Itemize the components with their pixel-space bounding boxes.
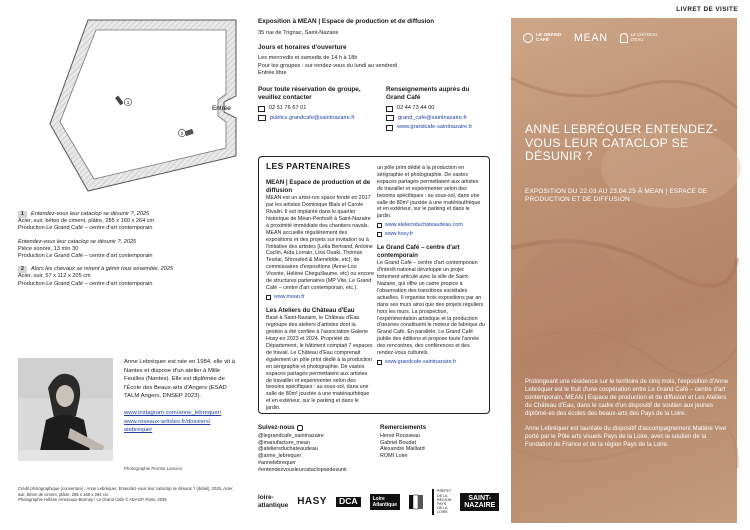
- caption-number: 2: [18, 266, 27, 273]
- caption-credit: Production Le Grand Café – centre d'art contemporain: [18, 225, 153, 232]
- left-column: [18, 18, 240, 518]
- follow-handle[interactable]: @ateliersduchateaudeau: [258, 446, 319, 453]
- follow-handle[interactable]: @legrandcafe_saintnazaire: [258, 432, 324, 439]
- middle-column: [258, 18, 496, 518]
- gc-partner-link[interactable]: www.grandcafe-saintnazaire.fr: [385, 358, 457, 365]
- caption-2: [18, 266, 240, 288]
- thanks-heading: Remerciements: [380, 424, 427, 431]
- grand-cafe-logo-icon: [523, 33, 533, 43]
- chateau-eau-brand-text: LE CHÂTEAU D'EAU: [630, 32, 658, 42]
- caption-materials: Acier, suir, béton de ciment, plâtre, 285 x 160 x 264 cm: [18, 218, 155, 225]
- loire-atlantique-box-logo: Loire Atlantique: [370, 494, 400, 510]
- reservation-email-link[interactable]: publics.grandcafe@saintnazaire.fr: [270, 114, 355, 121]
- hours-line-1: Les mercredis et samedis de 14 h à 18h: [258, 55, 358, 62]
- follow-heading: Suivez-nous: [258, 424, 295, 431]
- cover-panel: [511, 18, 737, 523]
- cover-paragraph-1: Prolongeant une résidence sur le territoire de cinq mois, l'exposition d'Anne Lebréquer est le fruit d'une coopération entre Le Grand Café – centre d'art contemporain, MEAN | Espace de production et de diffusion et Les Ateliers du Château d'Eau, dans le cadre d'un dispositif de soutien aux jeunes diplômé·es des écoles des beaux-arts des Pays de la Loire.: [525, 378, 729, 417]
- caption-credit: Production Le Grand Café – centre d'art contemporain: [18, 280, 153, 287]
- chateau-eau-brand: [620, 33, 665, 43]
- mail-icon: [386, 115, 394, 121]
- hours-heading: Jours et horaires d'ouverture: [258, 44, 347, 52]
- grand-cafe-heading: Renseignements auprès du Grand Café: [386, 85, 470, 101]
- reseaux-artistes-link[interactable]: www.reseaux-artistes.fr/dossiers/ alebrequer: [124, 418, 211, 434]
- thanks-name: ROMI Loire: [380, 453, 408, 460]
- thanks-name: Hervé Rousseau: [380, 432, 421, 439]
- dca-logo: DCA: [336, 497, 361, 507]
- partners-box: [258, 156, 490, 414]
- exhibition-title: ANNE LEBRÉQUER ENTENDEZ-VOUS LEUR CATACLOP SE DÉSUNIR ?: [525, 122, 718, 164]
- contacts: [258, 86, 490, 132]
- gc-phone-row: [386, 105, 490, 113]
- gc-partner-text: Le Grand Café – centre d'art contemporain d'intérêt national développe un projet fortement articulé avec la ville de Saint-Nazaire, qui offre un cadre propice à l'observation des transitions sociétales actuelles. Il organise trois expositions par an dans ses murs ainsi que des projets réguliers hors les murs. La prospection, l'expérimentation artistique et la production d'œuvres constituent le moteur de fabrique du Grand Café. En parallèle, Le Grand Café publie des éditions et propose toute l'année des rencontres, des conférences et des rendez-vous culturels.: [377, 260, 485, 357]
- caption-number: 1: [18, 211, 27, 218]
- follow-handle[interactable]: @anne_lebrequer: [258, 453, 302, 460]
- entry-label: Entrée: [212, 105, 231, 112]
- phone-icon: [258, 106, 265, 112]
- reservation-phone: 02 51 76 67 01: [269, 104, 307, 111]
- sn-line-1: SAINT-: [468, 494, 492, 502]
- saint-nazaire-logo: [460, 493, 499, 512]
- globe-icon: [386, 125, 393, 131]
- ateliers-text-continued: un pôle print dédié à la production en sérigraphie et photographie. De vastes espaces partagés permettaient aux artistes de travailler et expérimenter selon des besoins spécifiques : au sous-sol, dans une salle de 80m² jouxtée à une matériauthèque et en extérieur, sur le parking et dans le jardin.: [377, 165, 481, 220]
- phone-icon: [386, 106, 393, 112]
- hours-line-2: Pour les groupes : sur rendez-vous du lundi au vendredi: [258, 62, 397, 69]
- globe-icon: [377, 223, 382, 228]
- portrait-credit: Photographie Perrine Lancien: [124, 466, 183, 471]
- gc-partner-link-row: [377, 359, 485, 366]
- follow-heading-row: [258, 424, 368, 432]
- cover-paragraph-2: Anne Lebréquer est lauréate du dispositif d'accompagnement Matière Vive porté par le Pôle arts visuels Pays de la Loire, avec le soutien de la Fondation de France et de la région Pays de la Loire.: [525, 425, 727, 448]
- follow-hashtag[interactable]: #annelebrequer: [258, 460, 296, 467]
- caption-title: Entendez-vous leur cataclop se désunir ?, 2025: [18, 238, 137, 245]
- follow-handle[interactable]: @manufacture_mean: [258, 439, 310, 446]
- partners-right-column: [377, 165, 485, 366]
- acknowledgements: [380, 424, 490, 460]
- grand-cafe-contact: [386, 86, 490, 132]
- follow-us: [258, 424, 368, 474]
- caption-materials: Acier, suir, 57 x 112 x 205 cm: [18, 273, 91, 280]
- marker-1-label: 1: [126, 100, 130, 105]
- grand-cafe-brand-text: LE GRAND CAFÉ: [536, 32, 562, 43]
- caption-1: [18, 211, 240, 233]
- mean-heading: MEAN | Espace de production et de diffusion: [266, 179, 371, 194]
- partners-left-column: [266, 179, 374, 412]
- reservation-phone-row: [258, 105, 376, 113]
- thanks-name: Alexandre Maillard: [380, 446, 425, 453]
- grand-cafe-brand: [523, 33, 562, 44]
- gc-web-link[interactable]: www.grandcafe-saintnazaire.fr: [397, 124, 473, 131]
- caption-credit: Production Le Grand Café – centre d'art contemporain: [18, 253, 153, 260]
- ateliers-heading: Les Ateliers du Château d'Eau: [266, 306, 355, 314]
- cover-brand-bar: [511, 18, 737, 58]
- marker-2-label: 2: [180, 131, 184, 136]
- caption-title: Entendez-vous leur cataclop se désunir ?, 2025: [31, 211, 150, 217]
- cover-photo-credits: [18, 486, 240, 503]
- marianne-icon: [409, 495, 423, 509]
- mean-text: MEAN est un artist-run space fondé en 2017 par les artistes Dominique Blais et Carole Rivalin. Il est implanté dans le quartier historique de Méan-Penhoët à Saint-Nazaire à proximité immédiate des chantiers navals. MEAN accueille régulièrement des expositions et des projets sur invitation ou à l'initiative des artistes (Leila Bertrand, Antoine Caclin, Aïda Lorrain, Lisa Ouaki, Thomas Teurlai, Shrouded & Mameldde, etc), de commissaires d'expositions (Anne-Lou Vicente, Hélène Cheguillaume, etc) ou encore de structures partenaires (MP Vite, Le Grand Café – centre d'art contemporain, etc.).: [266, 195, 374, 291]
- mean-link[interactable]: www.mean.fr: [274, 293, 305, 300]
- gc-partner-heading: Le Grand Café – centre d'art contemporain: [377, 244, 460, 259]
- bio-links: [124, 409, 240, 435]
- reservation-email-row: [258, 115, 376, 123]
- chateau-eau-logo-icon: [620, 33, 628, 43]
- sn-line-2: NAZAIRE: [464, 502, 496, 509]
- thanks-name: Gabriel Boudat: [380, 439, 416, 446]
- instagram-link[interactable]: www.instagram.com/anne_lebrequer/: [124, 409, 222, 416]
- floor-plan: [48, 18, 240, 193]
- credit-line-2: Photographie Hélène Amereaux-Bonnay / Le Grand Café © ADAGP, Paris, 2025: [18, 497, 167, 503]
- mean-brand: MEAN: [574, 32, 608, 44]
- ateliers-link-row-2: [377, 231, 485, 238]
- ateliers-link-row-1: [377, 222, 485, 229]
- ateliers-text: Basé à Saint-Nazaire, le Château d'Eau regroupe des ateliers d'artistes dont la gestion a été confiée à l'association Galerie Hosy en 2023 et 2024. Propriété du Département, le bâtiment comptait 7 espaces de travail. Le Château d'Eau comprenait également un pôle print dédié à la production en sérigraphie et photographie. De vastes espaces partagés permettaient aux artistes de travailler et expérimenter selon des besoins spécifiques : au sous-sol, dans une salle de 80m² jouxtée à une matériauthèque et en extérieur, sur le parking et dans le jardin.: [266, 315, 373, 412]
- cover-description: [525, 378, 729, 456]
- gc-phone: 02 44 73 44 00: [397, 104, 435, 111]
- mail-icon: [258, 115, 266, 121]
- globe-icon: [266, 295, 271, 300]
- caption-materials: Pièce sonore, 13 min 30: [18, 245, 79, 252]
- instagram-icon: [297, 425, 303, 431]
- venue-title: Exposition à MEAN | Espace de production et de diffusion: [258, 18, 435, 25]
- artist-bio: [124, 358, 240, 435]
- hours-line-3: Entrée libre: [258, 70, 287, 77]
- booklet-label: LIVRET DE VISITE: [676, 6, 738, 13]
- globe-icon: [377, 360, 382, 365]
- globe-icon: [377, 232, 382, 237]
- partner-logos: [258, 489, 496, 515]
- caption-title: Alors les chevaux se mirent à gémir tous ensemble, 2025: [31, 266, 174, 273]
- hosy-link[interactable]: www.hosy.fr: [385, 231, 414, 238]
- caption-sound: [18, 239, 240, 261]
- gc-email-row: [386, 115, 490, 123]
- exhibition-subtitle: EXPOSITION DU 22.03 AU 23.04.25 À MEAN | ESPACE DE PRODUCTION ET DE DIFFUSION: [525, 188, 708, 203]
- reservation-heading: Pour toute réservation de groupe, veuillez contacter: [258, 85, 361, 101]
- credit-line-1: Crédit photographique (couverture) : Anne Lebréquer, Entendez-vous leur cataclop se désunir ? (détail), 2025. Acier, suir, béton de ciment, plâtre, 285 x 160 x 264 cm.: [18, 486, 234, 497]
- mean-link-row: [266, 294, 374, 301]
- partners-title: LES PARTENAIRES: [266, 161, 351, 171]
- venue-address: 35 rue de Trignac, Saint-Nazaire: [258, 29, 339, 36]
- loire-atlantique-logo: loire-atlantique: [258, 494, 289, 509]
- hasy-logo: HASY: [297, 496, 327, 508]
- bio-text: Anne Lebréquer est née en 1984, elle vit à Nantes et dispose d'un atelier à Mille Feuilles (Nantes). Elle est diplômée de l'École des Beaux-arts d'Angers (ESAD TALM Angers, DNSEP 2023).: [124, 359, 236, 400]
- reservation-contact: [258, 86, 376, 132]
- artwork-captions: [18, 211, 240, 294]
- follow-hashtag[interactable]: #entendezvousleurcataclopsedesunir: [258, 467, 348, 474]
- gc-email-link[interactable]: grand_cafe@saintnazaire.fr: [398, 114, 467, 121]
- gc-web-row: [386, 124, 490, 132]
- prefet-logo: PRÉFET DE LA RÉGION PAYS DE LA LOIRE: [432, 489, 451, 514]
- artist-portrait: [18, 358, 113, 461]
- ateliers-link[interactable]: www.ateliersduchateaudeau.com: [385, 222, 463, 229]
